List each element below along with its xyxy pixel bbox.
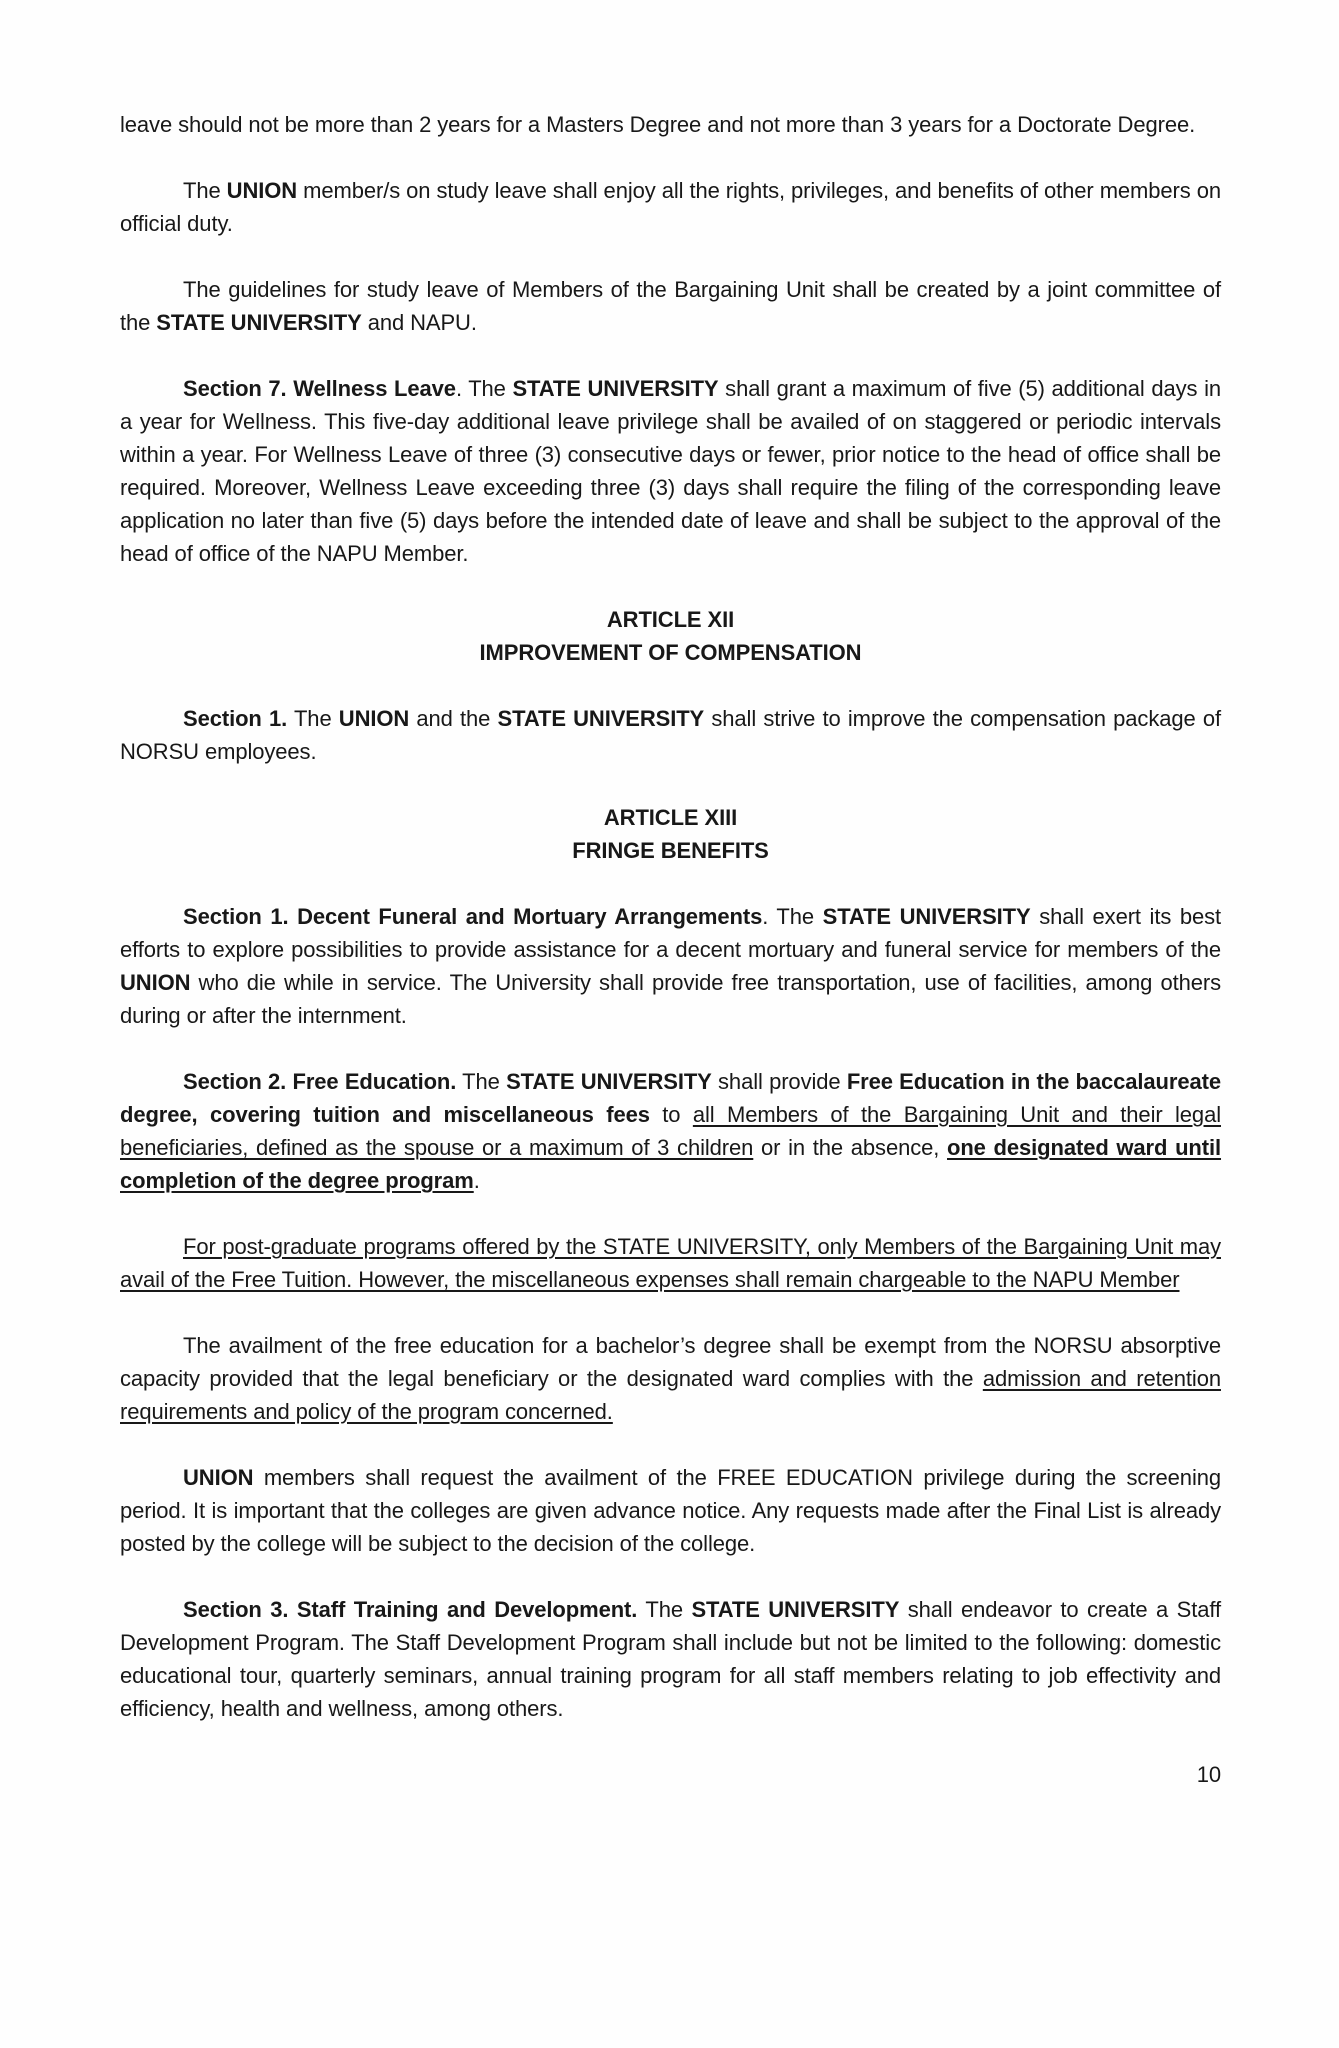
text-run: UNION bbox=[338, 706, 410, 731]
text-run: members shall request the availment of the FREE EDUCATION privilege during the screening period. It is important that the colleges are given advance notice. Any requests made after the Final List is already posted by the college will be subject to the decision of the college. bbox=[120, 1465, 1221, 1556]
text-run: admission and retention requirements and policy of the program concerned. bbox=[120, 1366, 1221, 1424]
paragraph bbox=[120, 702, 1221, 768]
text-run: Section 2. Free Education. bbox=[183, 1069, 457, 1094]
text-run: STATE UNIVERSITY bbox=[512, 376, 719, 401]
text-run: . The bbox=[455, 376, 513, 401]
text-run: shall strive to improve the compensation package of NORSU employees. bbox=[120, 706, 1221, 764]
paragraph bbox=[120, 1065, 1221, 1197]
text-run: STATE UNIVERSITY bbox=[497, 706, 705, 731]
article-heading bbox=[120, 801, 1221, 867]
paragraph bbox=[120, 273, 1221, 339]
heading-line: ARTICLE XIII bbox=[603, 805, 738, 830]
paragraph bbox=[120, 900, 1221, 1032]
paragraph bbox=[120, 1593, 1221, 1725]
paragraph bbox=[120, 174, 1221, 240]
text-run: UNION bbox=[120, 970, 191, 995]
paragraph bbox=[120, 108, 1221, 141]
text-run: shall grant a maximum of five (5) additional days in a year for Wellness. This five-day additional leave privilege shall be availed of on staggered or periodic intervals within a year. For Wellness Leave of three (3) consecutive days or fewer, prior notice to the head of office shall be required. Moreover, Wellness Leave exceeding three (3) days shall require the filing of the corresponding leave application no later than five (5) days before the intended date of leave and shall be subject to the approval of the head of office of the NAPU Member. bbox=[120, 376, 1221, 566]
text-run: . bbox=[473, 1168, 480, 1193]
page-number: 10 bbox=[1196, 1762, 1221, 1787]
text-run: The bbox=[183, 178, 227, 203]
text-run: to bbox=[649, 1102, 693, 1127]
text-run: Section 7. Wellness Leave bbox=[183, 376, 456, 401]
text-run: Free Education in the baccalaureate degree, covering tuition and miscellaneous fees bbox=[120, 1069, 1221, 1127]
heading-line: IMPROVEMENT OF COMPENSATION bbox=[479, 640, 862, 665]
text-run: and NAPU. bbox=[361, 310, 477, 335]
text-run: The bbox=[637, 1597, 692, 1622]
text-run: STATE UNIVERSITY bbox=[691, 1597, 900, 1622]
text-run: STATE UNIVERSITY bbox=[822, 904, 1031, 929]
text-run: shall endeavor to create a Staff Development Program. The Staff Development Program shall include but not be limited to the following: domestic educational tour, quarterly seminars, annual training program for all staff members relating to job effectivity and efficiency, health and wellness, among others. bbox=[120, 1597, 1221, 1721]
text-run: shall exert its best efforts to explore possibilities to provide assistance for a decent mortuary and funeral service for members of the bbox=[120, 904, 1222, 962]
text-run: UNION bbox=[183, 1465, 254, 1490]
text-run: member/s on study leave shall enjoy all the rights, privileges, and benefits of other members on official duty. bbox=[120, 178, 1222, 236]
text-run: The guidelines for study leave of Members of the Bargaining Unit shall be created by a joint committee of the bbox=[120, 277, 1221, 335]
text-run: or in the absence, bbox=[753, 1135, 947, 1160]
text-run: The bbox=[456, 1069, 507, 1094]
paragraph bbox=[120, 1461, 1221, 1560]
text-run: who die while in service. The University shall provide free transportation, use of facilities, among others during or after the internment. bbox=[120, 970, 1221, 1028]
heading-line: ARTICLE XII bbox=[606, 607, 735, 632]
text-run: STATE UNIVERSITY bbox=[506, 1069, 712, 1094]
heading-line: FRINGE BENEFITS bbox=[572, 838, 769, 863]
text-run: shall provide bbox=[711, 1069, 847, 1094]
text-run: Section 1. Decent Funeral and Mortuary Arrangements bbox=[183, 904, 763, 929]
text-run: Section 3. Staff Training and Development. bbox=[183, 1597, 638, 1622]
text-run: Section 1. bbox=[183, 706, 288, 731]
text-run: leave should not be more than 2 years for a Masters Degree and not more than 3 years for a Doctorate Degree. bbox=[120, 112, 1196, 137]
text-run: . The bbox=[762, 904, 823, 929]
text-run: The availment of the free education for a bachelor’s degree shall be exempt from the NORSU absorptive capacity provided that the legal beneficiary or the designated ward complies with the bbox=[120, 1333, 1221, 1391]
paragraph bbox=[120, 372, 1221, 570]
text-run: and the bbox=[409, 706, 498, 731]
document-body bbox=[120, 108, 1221, 1725]
text-run: For post-graduate programs offered by the STATE UNIVERSITY, only Members of the Bargaining Unit may avail of the Free Tuition. However, the miscellaneous expenses shall remain chargeable to the NAPU Member bbox=[120, 1234, 1221, 1292]
text-run: STATE UNIVERSITY bbox=[156, 310, 362, 335]
paragraph bbox=[120, 1230, 1221, 1296]
text-run: one designated ward until completion of the degree program bbox=[120, 1135, 1222, 1193]
text-run: The bbox=[287, 706, 339, 731]
text-run: all Members of the Bargaining Unit and their legal beneficiaries, defined as the spouse or a maximum of 3 children bbox=[120, 1102, 1221, 1160]
article-heading bbox=[120, 603, 1221, 669]
text-run: UNION bbox=[226, 178, 298, 203]
paragraph bbox=[120, 1329, 1221, 1428]
